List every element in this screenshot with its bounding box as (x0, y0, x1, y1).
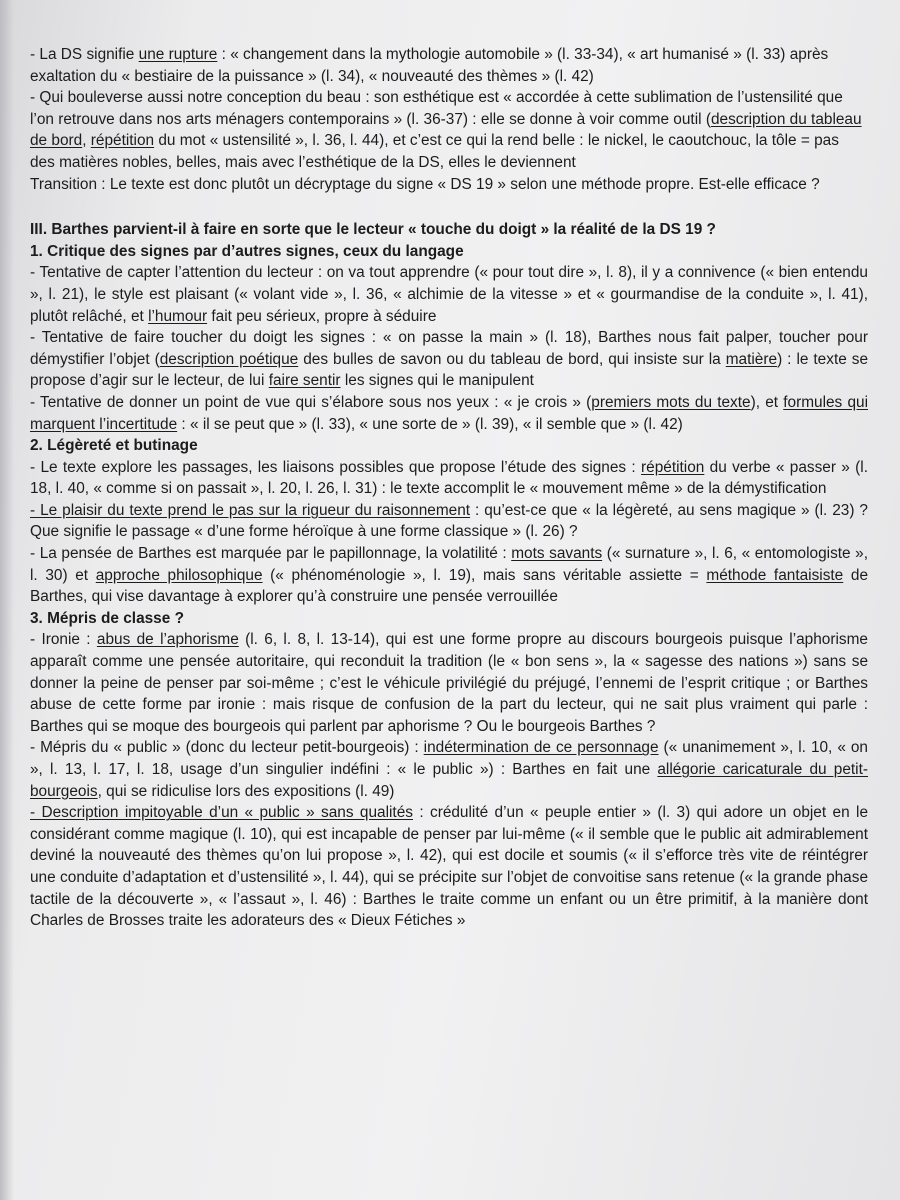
paragraph-ironie: - Ironie : abus de l’aphorisme (l. 6, l. 8, l. 13-14), qui est une forme propre au discours bourgeois puisque l’aphorisme apparaît comme une pensée autoritaire, qui reconduit la tradition (le « bon sens », la « sagesse des nations ») sans se donner la peine de penser par soi-même ; c’est le véhicule privilégié du préjugé, l’ennemi de l’esprit critique ; or Barthes abuse de cette forme par ironie : mais risque de confusion de la part du lecteur, qui ne sait plus vraiment qui parle : Barthes qui se moque des bourgeois qui parlent par aphorisme ? Ou le bourgeois Barthes ? (30, 631, 868, 735)
paragraph-ds-rupture: - La DS signifie une rupture : « changement dans la mythologie automobile » (l. 33-34), « art humanisé » (l. 33) après exaltation du « bestiaire de la puissance » (l. 34), « nouveauté des thèmes » (l. 42) (30, 46, 829, 85)
paragraph-plaisir-texte: - Le plaisir du texte prend le pas sur la rigueur du raisonnement : qu’est-ce que « la légèreté, au sens magique » (l. 23) ? Que signifie le passage « d’une forme héroïque à une forme classique » (l. 26) ? (30, 501, 868, 541)
document-page (30, 44, 868, 932)
paragraph-conception-beau: - Qui bouleverse aussi notre conception du beau : son esthétique est « accordée à cette sublimation de l’ustensilité que l’on retrouve dans nos arts ménagers contemporains » (l. 36-37) : elle se donne à voir comme outil (description du tableau de bord, répétition du mot « ustensilité », l. 36, l. 44), et c’est ce qui la rend belle : le nickel, le caoutchouc, la tôle = pas des matières nobles, belles, mais avec l’esthétique de la DS, elles le deviennent (30, 89, 862, 171)
subsection-2-heading: 2. Légèreté et butinage (30, 437, 198, 455)
paragraph-description-impitoyable: - Description impitoyable d’un « public » sans qualités : crédulité d’un « peuple entier » (l. 3) qui adore un objet en le considérant comme magique (l. 10), qui est incapable de penser par lui-même (« il semble que le public ait admirablement deviné la nouveauté des thèmes qu’on lui propose », l. 42), qui est docile et soumis (« il s’efforce très vite de réintégrer une conduite d’adaptation et d’ustensilité », l. 44), qui se précipite sur l’objet de convoitise sans retenue (« la grande phase tactile de la découverte », « l’assaut », l. 46) : Barthes le traite comme un enfant ou un être primitif, à la manière dont Charles de Brosses traite les adorateurs des « Dieux Fétiches » (30, 804, 868, 930)
subsection-3-heading: 3. Mépris de classe ? (30, 609, 184, 627)
paragraph-capter-attention: - Tentative de capter l’attention du lecteur : on va tout apprendre (« pour tout dire », l. 8), il y a connivence (« bien entendu », l. 21), le style est plaisant (« volant vide », l. 36, « alchimie de la vitesse » et « gourmandise de la conduite », l. 41), plutôt relâché, et l’humour fait peu sérieux, propre à séduire (30, 264, 868, 325)
paragraph-mepris-public: - Mépris du « public » (donc du lecteur petit-bourgeois) : indétermination de ce personnage (« unanimement », l. 10, « on », l. 13, l. 17, l. 18, usage d’un singulier indéfini : « le public ») : Barthes en fait une allégorie caricaturale du petit-bourgeois, qui se ridiculise lors des expositions (l. 49) (30, 739, 868, 800)
transition: Transition : Le texte est donc plutôt un décryptage du signe « DS 19 » selon une méthode propre. Est-elle efficace ? (30, 175, 820, 193)
paragraph-toucher-signes: - Tentative de faire toucher du doigt les signes : « on passe la main » (l. 18), Barthes nous fait palper, toucher pour démystifier l’objet (description poétique des bulles de savon ou du tableau de bord, qui insiste sur la matière) : le texte se propose d’agir sur le lecteur, de lui faire sentir les signes qui le manipulent (30, 329, 869, 390)
paragraph-passages: - Le texte explore les passages, les liaisons possibles que propose l’étude des signes : répétition du verbe « passer » (l. 18, l. 40, « comme si on passait », l. 20, l. 26, l. 31) : le texte accomplit le « mouvement même » de la démystification (30, 458, 868, 498)
paragraph-point-de-vue: - Tentative de donner un point de vue qui s’élabore sous nos yeux : « je crois » (premiers mots du texte), et formules qui marquent l’incertitude : « il se peut que » (l. 33), « une sorte de » (l. 39), « il semble que » (l. 42) (30, 393, 868, 433)
part3-title: III. Barthes parvient-il à faire en sorte que le lecteur « touche du doigt » la réalité de la DS 19 ? (30, 221, 716, 239)
page-edge-shadow (0, 0, 14, 1200)
paragraph-papillonnage: - La pensée de Barthes est marquée par le papillonnage, la volatilité : mots savants (« surnature », l. 6, « entomologiste », l. 30) et approche philosophique (« phénoménologie », l. 19), mais sans véritable assiette = méthode fantaisiste de Barthes, qui vise davantage à explorer qu’à construire une pensée verrouillée (30, 545, 868, 606)
subsection-1-heading: 1. Critique des signes par d’autres signes, ceux du langage (30, 242, 464, 260)
